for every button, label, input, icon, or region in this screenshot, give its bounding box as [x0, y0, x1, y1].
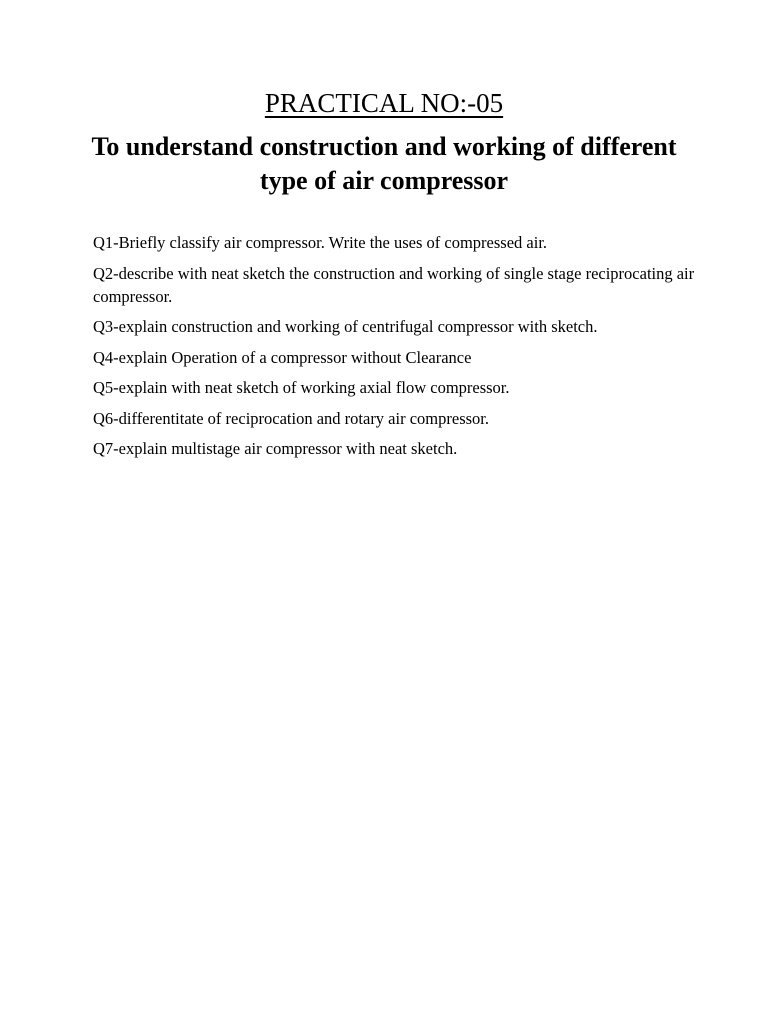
question-item-5: Q5-explain with neat sketch of working axial flow compressor. — [93, 378, 510, 397]
question-item-4: Q4-explain Operation of a compressor without Clearance — [93, 347, 472, 367]
question-item-2: Q2-describe with neat sketch the construction and working of single stage reciprocating air compressor. — [93, 263, 695, 306]
practical-number-heading: PRACTICAL NO:-05 — [264, 88, 504, 118]
question-item-3: Q3-explain construction and working of centrifugal compressor with sketch. — [93, 317, 598, 336]
question-item-1: Q1-Briefly classify air compressor. Write the uses of compressed air. — [93, 233, 548, 252]
question-list — [93, 231, 713, 468]
question-item-7: Q7-explain multistage air compressor with neat sketch. — [93, 439, 458, 458]
aim-heading: To understand construction and working of different type of air compressor — [91, 132, 677, 195]
question-item-6: Q6-differentitate of reciprocation and rotary air compressor. — [93, 408, 489, 428]
